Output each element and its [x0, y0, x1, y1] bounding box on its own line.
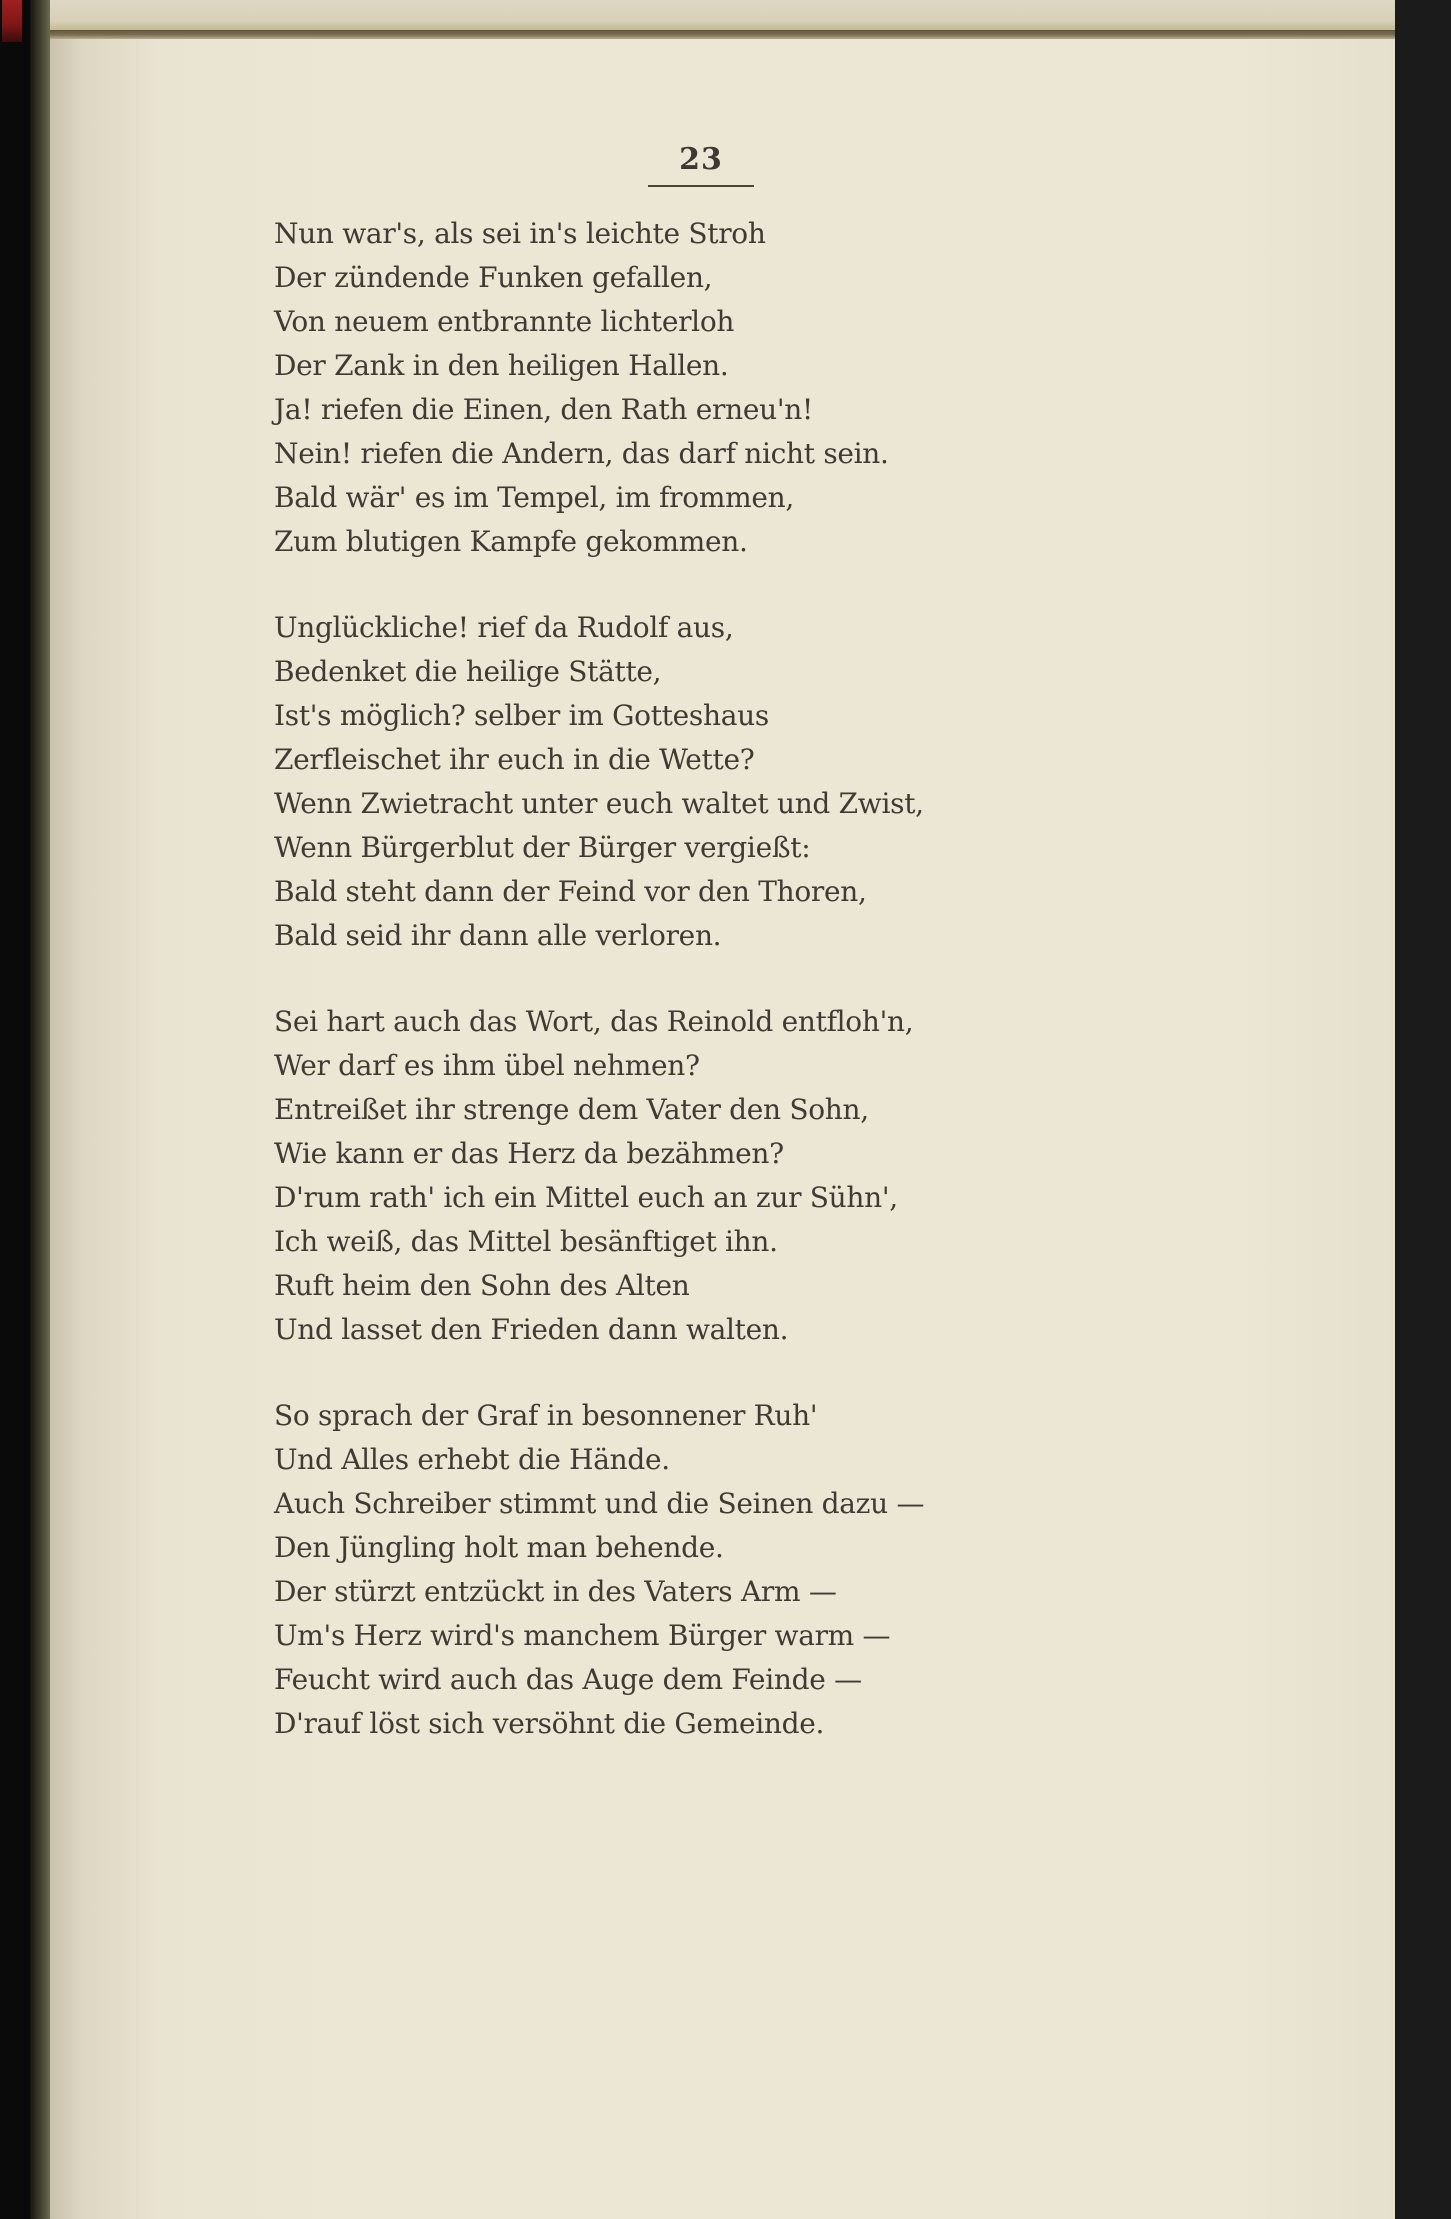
poem-line: Um's Herz wird's manchem Bürger warm —: [274, 1619, 891, 1652]
poem-stanza: [274, 1394, 1054, 1746]
poem-line: Der Zank in den heiligen Hallen.: [274, 349, 729, 382]
poem-line: Ruft heim den Sohn des Alten: [274, 1269, 690, 1302]
poem-line: Unglückliche! rief da Rudolf aus,: [274, 611, 734, 644]
poem-line: Bald wär' es im Tempel, im frommen,: [274, 481, 794, 514]
right-black-edge: [1395, 0, 1451, 2219]
poem-line: D'rauf löst sich versöhnt die Gemeinde.: [274, 1707, 825, 1740]
poem-line: Ich weiß, das Mittel besänftiget ihn.: [274, 1225, 778, 1258]
poem-line: Wenn Zwietracht unter euch waltet und Zwist,: [274, 787, 924, 820]
red-bookmark-mark: [2, 0, 22, 42]
poem-stanza: [274, 1000, 1054, 1352]
left-black-edge: [0, 0, 30, 2219]
poem-line: Bald steht dann der Feind vor den Thoren,: [274, 875, 867, 908]
poem-line: Ja! riefen die Einen, den Rath erneu'n!: [274, 393, 813, 426]
poem-line: Und Alles erhebt die Hände.: [274, 1443, 670, 1476]
poem-line: Den Jüngling holt man behende.: [274, 1531, 724, 1564]
poem-stanza: [274, 606, 1054, 958]
poem-line: Feucht wird auch das Auge dem Feinde —: [274, 1663, 862, 1696]
poem-line: Wie kann er das Herz da bezähmen?: [274, 1137, 784, 1170]
poem-line: Bald seid ihr dann alle verloren.: [274, 919, 722, 952]
book-page: [50, 0, 1395, 2219]
poem-line: Sei hart auch das Wort, das Reinold entfloh'n,: [274, 1005, 914, 1038]
poem-line: Wer darf es ihm übel nehmen?: [274, 1049, 700, 1082]
poem-line: Nun war's, als sei in's leichte Stroh: [274, 217, 766, 250]
poem: [274, 212, 1054, 1788]
poem-line: Nein! riefen die Andern, das darf nicht sein.: [274, 437, 889, 470]
poem-stanza: [274, 212, 1054, 564]
page-top-edge: [50, 0, 1395, 30]
page-number: 23: [648, 142, 754, 187]
poem-line: Zum blutigen Kampfe gekommen.: [274, 525, 748, 558]
poem-line: Auch Schreiber stimmt und die Seinen dazu —: [274, 1487, 925, 1520]
poem-line: Wenn Bürgerblut der Bürger vergießt:: [274, 831, 811, 864]
poem-line: Und lasset den Frieden dann walten.: [274, 1313, 789, 1346]
poem-line: Der zündende Funken gefallen,: [274, 261, 713, 294]
page-top-shadow: [50, 30, 1395, 39]
book-binding-edge: [30, 0, 50, 2219]
poem-line: Entreißet ihr strenge dem Vater den Sohn,: [274, 1093, 869, 1126]
poem-line: Ist's möglich? selber im Gotteshaus: [274, 699, 769, 732]
poem-line: Bedenket die heilige Stätte,: [274, 655, 662, 688]
poem-line: D'rum rath' ich ein Mittel euch an zur Sühn',: [274, 1181, 898, 1214]
poem-line: Der stürzt entzückt in des Vaters Arm —: [274, 1575, 837, 1608]
poem-line: Von neuem entbrannte lichterloh: [274, 305, 735, 338]
poem-line: Zerfleischet ihr euch in die Wette?: [274, 743, 755, 776]
poem-line: So sprach der Graf in besonnener Ruh': [274, 1399, 818, 1432]
